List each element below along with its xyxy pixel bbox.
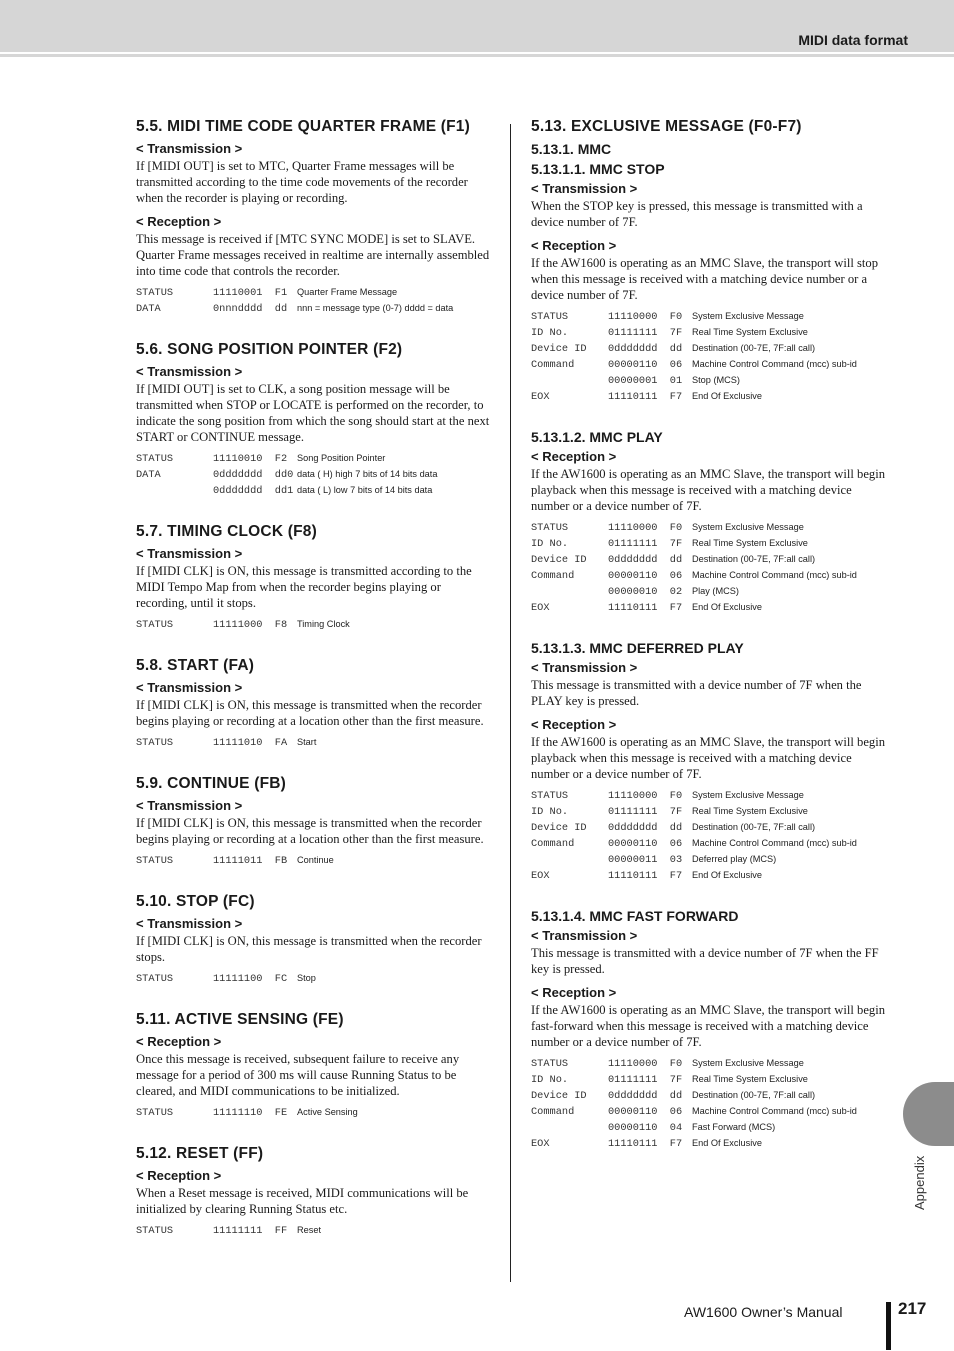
code-description: Destination (00-7E, 7F:all call) [692, 1090, 816, 1100]
body-text: When a Reset message is received, MIDI communications will be initialized by clearing Running Status etc. [136, 1186, 469, 1216]
code-field-name: STATUS [531, 311, 569, 323]
code-description: Real Time System Exclusive [692, 327, 808, 337]
code-field-name: STATUS [136, 1107, 174, 1119]
code-binary-value: 11110111 F7 [608, 1138, 683, 1150]
code-table [136, 855, 492, 871]
message-direction-label: < Transmission > [531, 928, 638, 943]
code-binary-value: 0ddddddd dd0 [213, 469, 294, 481]
code-description: Quarter Frame Message [297, 287, 398, 297]
code-description: Destination (00-7E, 7F:all call) [692, 554, 816, 564]
code-field-name: EOX [531, 602, 550, 614]
code-description: Machine Control Command (mcc) sub-id [692, 838, 857, 848]
code-binary-value: 0ddddddd dd [608, 343, 683, 355]
body-text: If [MIDI CLK] is ON, this message is transmitted when the recorder stops. [136, 934, 482, 964]
code-row [531, 554, 887, 570]
code-description: Destination (00-7E, 7F:all call) [692, 822, 816, 832]
message-direction-label: < Transmission > [136, 798, 243, 813]
section-title: 5.12. RESET (FF) [136, 1145, 264, 1162]
code-binary-value: 11110111 F7 [608, 602, 683, 614]
code-binary-value: 01111111 7F [608, 806, 683, 818]
section [136, 523, 492, 635]
section [136, 1145, 492, 1241]
body-text: If the AW1600 is operating as an MMC Slave, the transport will begin playback when this message is received with a matching device number or a device number of 7F. [531, 467, 886, 513]
code-row [531, 570, 887, 586]
code-field-name: EOX [531, 1138, 550, 1150]
code-description: Song Position Pointer [297, 453, 386, 463]
code-row [136, 973, 492, 989]
page-number-bar [886, 1302, 891, 1350]
code-description: Destination (00-7E, 7F:all call) [692, 343, 816, 353]
message-direction-label: < Transmission > [136, 364, 243, 379]
section [531, 429, 887, 618]
code-binary-value: 11110000 F0 [608, 311, 683, 323]
code-description: System Exclusive Message [692, 311, 804, 321]
code-binary-value: 00000001 01 [608, 375, 683, 387]
code-description: Deferred play (MCS) [692, 854, 777, 864]
code-binary-value: 11111100 FC [213, 973, 288, 985]
code-description: Reset [297, 1225, 322, 1235]
code-binary-value: 11111000 F8 [213, 619, 288, 631]
message-direction-label: < Transmission > [136, 916, 243, 931]
code-table [136, 287, 492, 319]
code-description: End Of Exclusive [692, 1138, 762, 1148]
left-column [136, 118, 492, 1263]
code-field-name: STATUS [531, 522, 569, 534]
code-field-name: STATUS [136, 453, 174, 465]
code-field-name: Command [531, 359, 575, 371]
code-field-name: Device ID [531, 1090, 587, 1102]
code-row [136, 453, 492, 469]
section-title: 5.7. TIMING CLOCK (F8) [136, 523, 317, 540]
message-direction-label: < Reception > [531, 449, 617, 464]
code-description: Real Time System Exclusive [692, 1074, 808, 1084]
code-binary-value: 11110111 F7 [608, 870, 683, 882]
code-field-name: Command [531, 570, 575, 582]
section [136, 118, 492, 319]
code-description: System Exclusive Message [692, 1058, 804, 1068]
code-row [531, 870, 887, 886]
section-title: 5.13. EXCLUSIVE MESSAGE (F0-F7) [531, 118, 802, 135]
code-row [531, 602, 887, 618]
body-text: If [MIDI OUT] is set to MTC, Quarter Frame messages will be transmitted according to the time code movements of the recorder when the recorder is playing or recording. [136, 159, 468, 205]
code-table [531, 790, 887, 886]
code-binary-value: 11110001 F1 [213, 287, 288, 299]
code-binary-value: 0ddddddd dd [608, 822, 683, 834]
section [136, 775, 492, 871]
code-row [531, 806, 887, 822]
section-title: 5.13.1.4. MMC FAST FORWARD [531, 908, 739, 924]
appendix-tab [903, 1082, 954, 1146]
body-text: If [MIDI CLK] is ON, this message is transmitted when the recorder begins playing or recording at a location other than the first measure. [136, 698, 484, 728]
code-description: Timing Clock [297, 619, 350, 629]
code-binary-value: 11110111 F7 [608, 391, 683, 403]
code-description: Real Time System Exclusive [692, 538, 808, 548]
code-description: data ( L) low 7 bits of 14 bits data [297, 485, 433, 495]
code-field-name: ID No. [531, 327, 569, 339]
code-description: Play (MCS) [692, 586, 739, 596]
appendix-label [912, 1155, 932, 1220]
message-direction-label: < Transmission > [136, 680, 243, 695]
code-table [531, 522, 887, 618]
running-head: MIDI data format [798, 32, 908, 48]
page-number: 217 [898, 1299, 927, 1318]
code-row [531, 586, 887, 602]
code-field-name: EOX [531, 391, 550, 403]
section-title: 5.9. CONTINUE (FB) [136, 775, 286, 792]
code-field-name: Device ID [531, 554, 587, 566]
code-binary-value: 0ddddddd dd [608, 1090, 683, 1102]
code-description: Machine Control Command (mcc) sub-id [692, 359, 857, 369]
code-row [531, 538, 887, 554]
section-title: 5.13.1.3. MMC DEFERRED PLAY [531, 640, 744, 656]
code-binary-value: 0ddddddd dd [608, 554, 683, 566]
body-text: This message is received if [MTC SYNC MODE] is set to SLAVE. Quarter Frame messages received in realtime are internally assembled into time code that controls the recorder. [136, 232, 490, 278]
code-field-name: DATA [136, 469, 161, 481]
code-row [531, 790, 887, 806]
code-row [531, 375, 887, 391]
code-row [531, 854, 887, 870]
section-title: 5.8. START (FA) [136, 657, 255, 674]
code-field-name: ID No. [531, 538, 569, 550]
body-text: If the AW1600 is operating as an MMC Slave, the transport will begin fast-forward when this message is received with a matching device number or a device number of 7F. [531, 1003, 886, 1049]
code-field-name: DATA [136, 303, 161, 315]
body-text: If [MIDI OUT] is set to CLK, a song position message will be transmitted when STOP or LOCATE is performed on the recorder, to indicate the song position from which the song should start at the next START or CONTINUE message. [136, 382, 490, 444]
section-title: 5.11. ACTIVE SENSING (FE) [136, 1011, 344, 1028]
body-text: If [MIDI CLK] is ON, this message is transmitted when the recorder begins playing or recording at a location other than the first measure. [136, 816, 484, 846]
code-description: End Of Exclusive [692, 602, 762, 612]
code-table [136, 1107, 492, 1123]
code-row [136, 1107, 492, 1123]
body-text: Once this message is received, subsequent failure to receive any message for a period of 300 ms will cause Running Status to be cleared, and MIDI communications to be initialized. [136, 1052, 460, 1098]
section-title: 5.13.1.2. MMC PLAY [531, 429, 663, 445]
code-binary-value: 11111011 FB [213, 855, 288, 867]
code-binary-value: 11110000 F0 [608, 522, 683, 534]
code-binary-value: 11111111 FF [213, 1225, 288, 1237]
code-binary-value: 01111111 7F [608, 538, 683, 550]
section [136, 657, 492, 753]
code-description: System Exclusive Message [692, 790, 804, 800]
code-description: Active Sensing [297, 1107, 358, 1117]
column-divider [510, 124, 511, 1282]
message-direction-label: < Reception > [531, 717, 617, 732]
subsection-list [531, 161, 887, 1154]
code-table [136, 737, 492, 753]
code-description: Continue [297, 855, 334, 865]
code-table [531, 311, 887, 407]
section-title: 5.5. MIDI TIME CODE QUARTER FRAME (F1) [136, 118, 470, 135]
code-binary-value: 11111110 FE [213, 1107, 288, 1119]
code-table [136, 1225, 492, 1241]
code-field-name: STATUS [136, 619, 174, 631]
code-binary-value: 00000110 06 [608, 838, 683, 850]
code-binary-value: 00000110 06 [608, 570, 683, 582]
code-row [136, 469, 492, 485]
message-direction-label: < Reception > [136, 214, 222, 229]
code-row [136, 1225, 492, 1241]
section [136, 893, 492, 989]
appendix-text: Appendix [912, 1155, 927, 1210]
code-row [531, 1074, 887, 1090]
code-field-name: STATUS [136, 973, 174, 985]
code-field-name: STATUS [136, 1225, 174, 1237]
code-field-name: STATUS [136, 855, 174, 867]
code-description: Start [297, 737, 317, 747]
code-row [531, 838, 887, 854]
code-field-name: EOX [531, 870, 550, 882]
message-direction-label: < Transmission > [136, 546, 243, 561]
message-direction-label: < Transmission > [136, 141, 243, 156]
code-row [531, 1090, 887, 1106]
section-title: 5.13.1.1. MMC STOP [531, 161, 665, 177]
code-description: End Of Exclusive [692, 870, 762, 880]
code-row [136, 303, 492, 319]
code-row [136, 737, 492, 753]
code-row [531, 391, 887, 407]
code-description: Stop [297, 973, 316, 983]
code-row [136, 855, 492, 871]
code-table [136, 619, 492, 635]
section-title: 5.6. SONG POSITION POINTER (F2) [136, 341, 403, 358]
code-field-name: Device ID [531, 822, 587, 834]
code-description: Machine Control Command (mcc) sub-id [692, 570, 857, 580]
code-field-name: STATUS [136, 737, 174, 749]
code-table [531, 1058, 887, 1154]
code-row [531, 822, 887, 838]
message-direction-label: < Transmission > [531, 660, 638, 675]
code-binary-value: 00000110 06 [608, 359, 683, 371]
code-description: System Exclusive Message [692, 522, 804, 532]
code-row [531, 1138, 887, 1154]
body-text: If the AW1600 is operating as an MMC Slave, the transport will begin playback when this message is received with a matching device number or a device number of 7F. [531, 735, 886, 781]
code-table [136, 453, 492, 501]
message-direction-label: < Reception > [136, 1168, 222, 1183]
code-binary-value: 11110000 F0 [608, 1058, 683, 1070]
message-direction-label: < Reception > [531, 238, 617, 253]
code-field-name: STATUS [531, 1058, 569, 1070]
code-binary-value: 01111111 7F [608, 1074, 683, 1086]
code-binary-value: 01111111 7F [608, 327, 683, 339]
code-binary-value: 11111010 FA [213, 737, 288, 749]
right-column [531, 118, 887, 1176]
code-field-name: Command [531, 1106, 575, 1118]
body-text: This message is transmitted with a device number of 7F when the PLAY key is pressed. [531, 678, 862, 708]
section [136, 1011, 492, 1123]
code-binary-value: 00000110 04 [608, 1122, 683, 1134]
code-row [136, 619, 492, 635]
body-text: If the AW1600 is operating as an MMC Slave, the transport will stop when this message is received with a matching device number or a device number of 7F. [531, 256, 879, 302]
subsection-title: 5.13.1. MMC [531, 141, 612, 157]
code-field-name: STATUS [531, 790, 569, 802]
code-description: data ( H) high 7 bits of 14 bits data [297, 469, 438, 479]
code-binary-value: 0nnndddd dd [213, 303, 288, 315]
code-binary-value: 11110010 F2 [213, 453, 288, 465]
code-description: End Of Exclusive [692, 391, 762, 401]
code-field-name: Command [531, 838, 575, 850]
code-field-name: ID No. [531, 806, 569, 818]
section [136, 341, 492, 501]
code-binary-value: 00000010 02 [608, 586, 683, 598]
code-row [136, 287, 492, 303]
code-binary-value: 00000110 06 [608, 1106, 683, 1118]
code-row [531, 522, 887, 538]
code-description: Stop (MCS) [692, 375, 740, 385]
code-description: Real Time System Exclusive [692, 806, 808, 816]
section [531, 640, 887, 886]
section-title: 5.10. STOP (FC) [136, 893, 255, 910]
body-text: If [MIDI CLK] is ON, this message is transmitted according to the MIDI Tempo Map from when the recorder begins playing or recording, until it stops. [136, 564, 472, 610]
code-row [531, 311, 887, 327]
code-binary-value: 0ddddddd dd1 [213, 485, 294, 497]
message-direction-label: < Transmission > [531, 181, 638, 196]
code-row [531, 1122, 887, 1138]
code-row [136, 485, 492, 501]
code-row [531, 1106, 887, 1122]
manual-title: AW1600 Owner’s Manual [684, 1304, 843, 1320]
code-row [531, 327, 887, 343]
code-description: Machine Control Command (mcc) sub-id [692, 1106, 857, 1116]
body-text: When the STOP key is pressed, this message is transmitted with a device number of 7F. [531, 199, 863, 229]
code-field-name: STATUS [136, 287, 174, 299]
section [531, 908, 887, 1154]
code-binary-value: 00000011 03 [608, 854, 683, 866]
message-direction-label: < Reception > [531, 985, 617, 1000]
section [531, 161, 887, 407]
code-field-name: ID No. [531, 1074, 569, 1086]
body-text: This message is transmitted with a device number of 7F when the FF key is pressed. [531, 946, 879, 976]
message-direction-label: < Reception > [136, 1034, 222, 1049]
code-row [531, 1058, 887, 1074]
code-description: Fast Forward (MCS) [692, 1122, 776, 1132]
code-description: nnn = message type (0-7) dddd = data [297, 303, 454, 313]
code-row [531, 343, 887, 359]
code-field-name: Device ID [531, 343, 587, 355]
code-binary-value: 11110000 F0 [608, 790, 683, 802]
code-row [531, 359, 887, 375]
header-rule [0, 54, 954, 57]
code-table [136, 973, 492, 989]
